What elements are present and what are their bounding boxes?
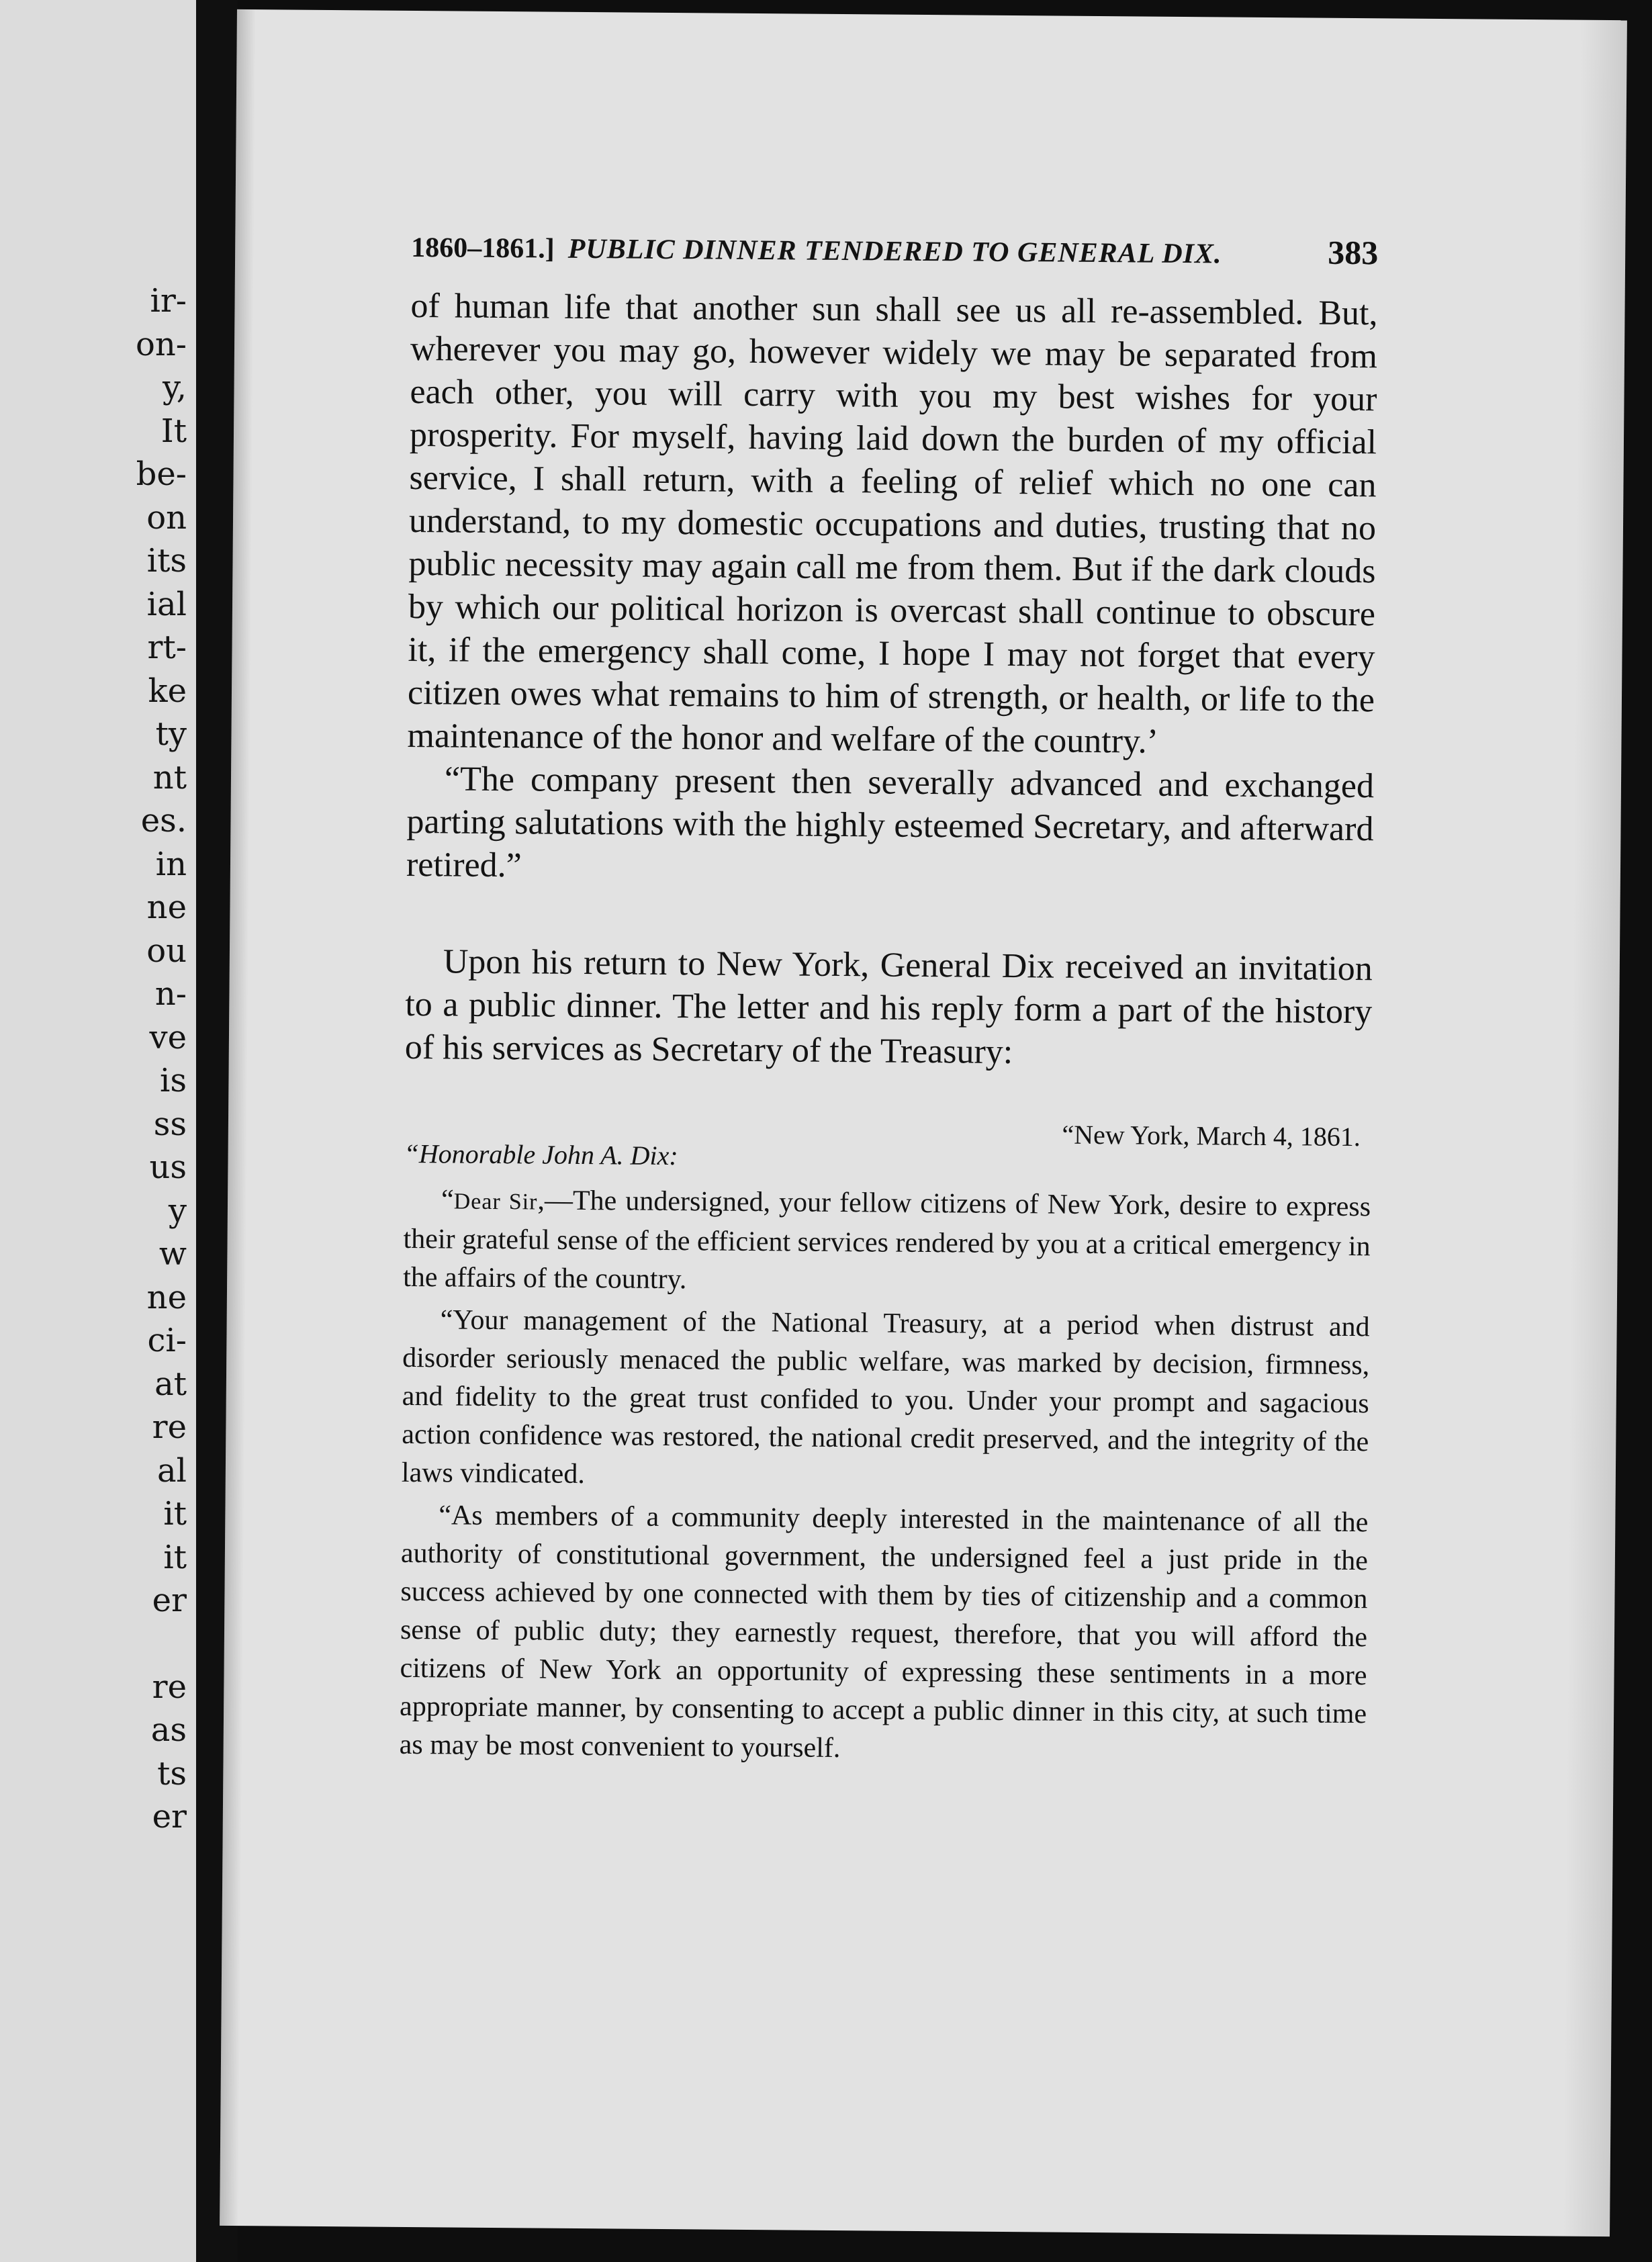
left-page-fragment: ty [155,715,187,753]
left-page-fragment: on- [135,325,187,363]
left-page-fragment: it [163,1538,187,1576]
company-paragraph: “The company present then severally advanced and exchanged parting salutations with the highly esteemed Secretary, and afterward retired.” [406,760,1375,885]
left-page-fragment: rt- [147,629,187,666]
left-page-fragment: be- [136,455,187,493]
page-text-block [399,226,1378,1772]
left-page-fragment: nt [152,758,187,797]
left-page-fragment: its [146,542,187,580]
running-head [411,226,1378,272]
page-number: 383 [1327,233,1379,272]
left-page-fragment: ne [146,889,187,926]
page-right-shade [1563,20,1627,2236]
intro-paragraph: Upon his return to New York, General Dix received an invitation to a public dinner. The letter and his reply form a part of the history of his services as Secretary of the Treasury: [404,942,1373,1072]
book-page [220,9,1627,2236]
left-page-fragment: as [150,1711,187,1749]
left-page-fragment: ou [146,932,187,970]
left-page-fragment: ve [149,1018,187,1056]
letter-paragraph-1-text: ,—The undersigned, your fellow citizens of New York, desire to express their grateful sense of the efficient services rendered by you at a critical emergency in the affairs of the country. [402,1185,1371,1296]
letter-salutation: “Honorable John A. Dix: [404,1138,678,1171]
left-page-fragment: al [157,1451,187,1490]
dear-sir-smallcaps: Dear Sir [453,1189,538,1215]
left-page-fragment: on [146,498,187,537]
left-page-fragment: es. [140,802,187,840]
letter-header [404,1114,1371,1188]
left-page-fragment: us [149,1148,187,1186]
left-page-fragment: ke [148,672,187,710]
letter-dateline: “New York, March 4, 1861. [1062,1119,1361,1152]
left-page-fragment: ir- [150,282,187,320]
left-page-fragment: er [152,1798,187,1836]
left-facing-page [0,0,196,2262]
left-page-fragments [0,0,196,2262]
left-page-fragment: in [155,845,187,883]
left-page-fragment: ci- [147,1322,187,1359]
letter-paragraph-2: “Your management of the National Treasury, at a period when distrust and disorder seriously menaced the public welfare, was marked by decision, firmness, and fidelity to the great trust confided to you. Under your prompt and sagacious action confidence was restored, the national credit preserved, and the integrity of the laws vindicated. [401,1304,1370,1490]
left-page-fragment: ts [157,1754,187,1793]
running-head-title: PUBLIC DINNER TENDERED TO GENERAL DIX. [567,233,1222,270]
running-head-years: 1860–1861.] [411,232,555,265]
letter-paragraph-3: “As members of a community deeply interested in the maintenance of all the authority of constitutional government, the undersigned feel a just pride in the success achieved by one connected with them by ties of citizenship and a common sense of public duty; they earnestly request, therefore, that you will afford the citizens of New York an opportunity of expressing these sentiments in a more appropriate manner, by consenting to accept a public dinner in this city, at such time as may be most convenient to yourself. [399,1500,1369,1764]
left-page-fragment: is [160,1062,187,1099]
speech-paragraph: of human life that another sun shall see us all re-assembled. But, wherever you may go, however widely we may be separated from each other, you will carry with you my best wishes for your prosperity. For myself, having laid down the burden of my official service, I shall return, with a feeling of relief which no one can understand, to my domestic occupations and duties, trusting that no public necessity may again call me from them. But if the dark clouds by which our political horizon is overcast shall continue to obscure it, if the emergency shall come, I hope I may not forget that every citizen owes what remains to him of strength, or health, or life to the maintenance of the honor and welfare of the country.’ [407,286,1378,761]
left-page-fragment: w [158,1235,187,1273]
letter-open-quote: “ [441,1184,454,1216]
left-page-fragment: ial [146,585,187,623]
left-page-fragment: at [154,1365,187,1403]
left-page-fragment: re [152,1408,187,1446]
left-page-fragment: ne [146,1278,187,1316]
left-page-fragment: it [163,1495,187,1533]
letter-paragraph-1 [403,1181,1371,1304]
left-page-fragment: It [160,412,187,450]
left-page-fragment: ss [153,1105,187,1143]
left-page-fragment: y, [163,369,187,406]
left-page-fragment: re [152,1668,187,1706]
left-page-fragment: er [152,1582,187,1619]
left-page-fragment: y [168,1191,187,1230]
left-page-fragment: n- [154,975,187,1013]
